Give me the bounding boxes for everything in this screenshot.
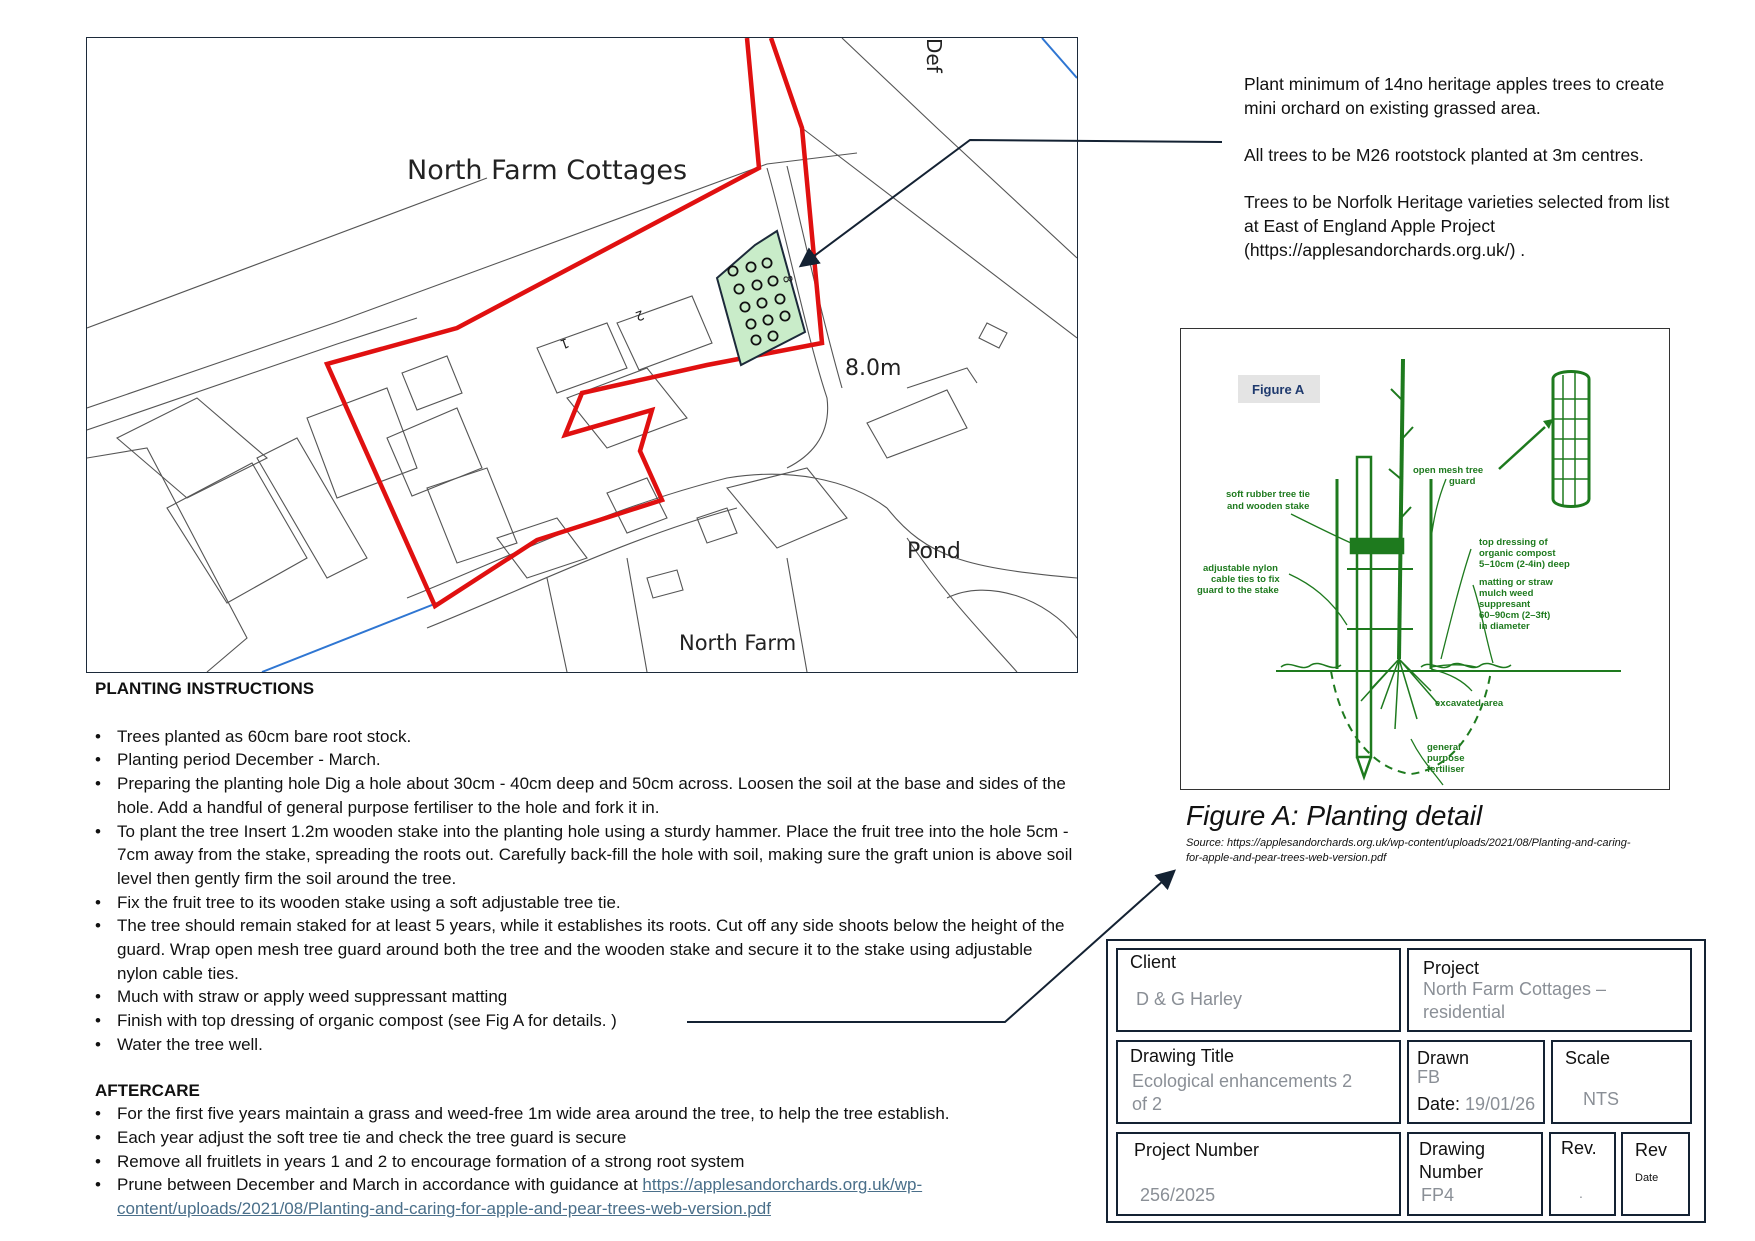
drawing-title-label: Drawing Title: [1130, 1046, 1235, 1066]
label-plot-1: 1: [557, 334, 571, 352]
orchard-leader-arrow: [802, 140, 1222, 265]
aftercare-heading: AFTERCARE: [95, 1080, 200, 1100]
label-fertiliser-3: fertiliser: [1427, 764, 1465, 775]
drawing-labels: [1197, 465, 1570, 775]
label-north-farm: North Farm: [679, 631, 797, 655]
project-label: Project: [1423, 958, 1480, 978]
drawing-number-value: FP4: [1421, 1185, 1455, 1205]
rev-value: .: [1579, 1185, 1583, 1201]
drawing-linework: [1276, 359, 1621, 785]
client-cell: [1116, 948, 1401, 1032]
orchard-notes: [1244, 72, 1684, 285]
label-soft-tie-1: soft rubber tree tie: [1226, 489, 1310, 500]
list-item: • Finish with top dressing of organic compost (see Fig A for details. ): [117, 1009, 1075, 1033]
rev-label: Rev.: [1561, 1138, 1597, 1158]
label-plot-2: 2: [632, 306, 646, 324]
scale-label: Scale: [1565, 1048, 1611, 1068]
label-soft-tie-2: and wooden stake: [1227, 501, 1310, 512]
label-dimension: 8.0m: [845, 356, 902, 381]
rev-date-label: Date: [1635, 1172, 1659, 1184]
label-plot-8: 8: [780, 274, 796, 285]
list-item: • Fix the fruit tree to its wooden stake using a soft adjustable tree tie.: [117, 891, 1075, 915]
drawing-number-cell: [1407, 1132, 1543, 1216]
list-item-prune: [117, 1173, 1075, 1220]
list-item: • The tree should remain staked for at least 5 years, while it establishes its roots. Cut off any side shoots below the height of the guard. Wrap open mesh tree guard around both the tree and the wooden stake and secure it to the stake using adjustable nylon cable ties.: [117, 914, 1075, 985]
list-item: • Planting period December - March.: [117, 748, 1075, 772]
title-block: [1106, 939, 1706, 1223]
planting-detail-drawing: [1181, 329, 1669, 789]
label-matting-3: suppresant: [1479, 599, 1531, 610]
note-paragraph: Trees to be Norfolk Heritage varieties selected from list at East of England Apple Project (https://applesandorchards.org.uk/) .: [1244, 192, 1670, 260]
date-label: Date:: [1417, 1094, 1461, 1114]
label-matting-5: in diameter: [1479, 621, 1530, 632]
scale-cell: [1551, 1040, 1692, 1124]
figure-title: Figure A: Planting detail: [1186, 800, 1483, 831]
label-road-fragment: Def: [922, 38, 946, 73]
planting-instructions: [95, 677, 1075, 1221]
label-north-farm-cottages: North Farm Cottages: [407, 155, 688, 186]
date-value: 19/01/26: [1465, 1094, 1536, 1114]
client-value: D & G Harley: [1136, 989, 1243, 1009]
rev-date-cell: [1621, 1132, 1690, 1216]
figure-a-box: [1180, 328, 1670, 790]
aftercare-list: [95, 1102, 1075, 1221]
scale-value: NTS: [1583, 1089, 1619, 1109]
label-topdress-1: top dressing of: [1479, 537, 1548, 548]
project-number-value: 256/2025: [1140, 1185, 1216, 1205]
list-item: • To plant the tree Insert 1.2m wooden stake into the planting hole using a sturdy hammer. Place the fruit tree into the hole 5cm - 7cm away from the stake, spreading the roots out. Carefully back-fill the hole with soil, making sure the graft union is above soil level then gently firm the soil around the tree.: [117, 820, 1075, 891]
drawing-title-value: Ecological enhancements 2 of 2: [1132, 1071, 1353, 1114]
figure-tag: Figure A: [1252, 382, 1305, 397]
project-number-cell: [1116, 1132, 1401, 1216]
label-mesh-1: open mesh tree: [1413, 465, 1484, 476]
label-matting-2: mulch weed: [1479, 588, 1534, 599]
guidance-link[interactable]: https://applesandorchards.org.uk/wp-content/uploads/2021/08/Planting-and-caring-for-apple-and-pear-trees-web-version.pdf: [117, 1175, 923, 1219]
label-fertiliser-1: general: [1427, 742, 1461, 753]
label-mesh-2: guard: [1449, 476, 1476, 487]
project-number-label: Project Number: [1134, 1140, 1260, 1160]
drawing-number-label: Drawing Number: [1419, 1139, 1486, 1182]
drawn-label: Drawn: [1417, 1048, 1470, 1068]
label-topdress-3: 5–10cm (2-4in) deep: [1479, 559, 1570, 570]
note-paragraph: All trees to be M26 rootstock planted at 3m centres.: [1244, 145, 1644, 165]
list-item: • Much with straw or apply weed suppressant matting: [117, 985, 1075, 1009]
rev-cell: [1549, 1132, 1616, 1216]
date-row: [1417, 1094, 1535, 1115]
label-nylon-3: guard to the stake: [1197, 585, 1279, 596]
drawn-value: FB: [1417, 1067, 1441, 1087]
label-excavated: excavated area: [1435, 698, 1504, 709]
rev-date-title: Rev: [1635, 1140, 1668, 1160]
client-label: Client: [1130, 952, 1177, 972]
label-pond: Pond: [907, 539, 961, 564]
list-item: • Preparing the planting hole Dig a hole about 30cm - 40cm deep and 50cm across. Loosen the soil at the base and sides of the hole. Add a handful of general purpose fertiliser to the hole and fork it in.: [117, 772, 1075, 819]
list-item: • Remove all fruitlets in years 1 and 2 to encourage formation of a strong root system: [117, 1150, 1075, 1174]
project-cell: [1407, 948, 1692, 1032]
label-matting-1: matting or straw: [1479, 577, 1553, 588]
label-matting-4: 60–90cm (2–3ft): [1479, 610, 1551, 621]
project-value: North Farm Cottages – residential: [1423, 979, 1607, 1022]
drawn-cell: [1407, 1040, 1545, 1124]
instructions-heading: PLANTING INSTRUCTIONS: [95, 679, 315, 698]
label-fertiliser-2: purpose: [1427, 753, 1465, 764]
list-item: • Trees planted as 60cm bare root stock.: [117, 725, 1075, 749]
label-nylon-2: cable ties to fix: [1211, 574, 1280, 585]
list-item: • Water the tree well.: [117, 1033, 1075, 1057]
label-topdress-2: organic compost: [1479, 548, 1556, 559]
list-item: • Each year adjust the soft tree tie and check the tree guard is secure: [117, 1126, 1075, 1150]
figure-source: Source: https://applesandorchards.org.uk/wp-content/uploads/2021/08/Planting-and-caring-for-apple-and-pear-trees-web-version.pdf: [1186, 837, 1631, 864]
list-item: • For the first five years maintain a grass and weed-free 1m wide area around the tree, to help the tree establish.: [117, 1102, 1075, 1126]
instructions-list: [95, 725, 1075, 1057]
label-nylon-1: adjustable nylon: [1203, 563, 1278, 574]
note-paragraph: Plant minimum of 14no heritage apples trees to create mini orchard on existing grassed area.: [1244, 74, 1665, 118]
prune-text: Prune between December and March in accordance with guidance at: [117, 1175, 643, 1195]
drawing-title-cell: [1116, 1040, 1401, 1124]
